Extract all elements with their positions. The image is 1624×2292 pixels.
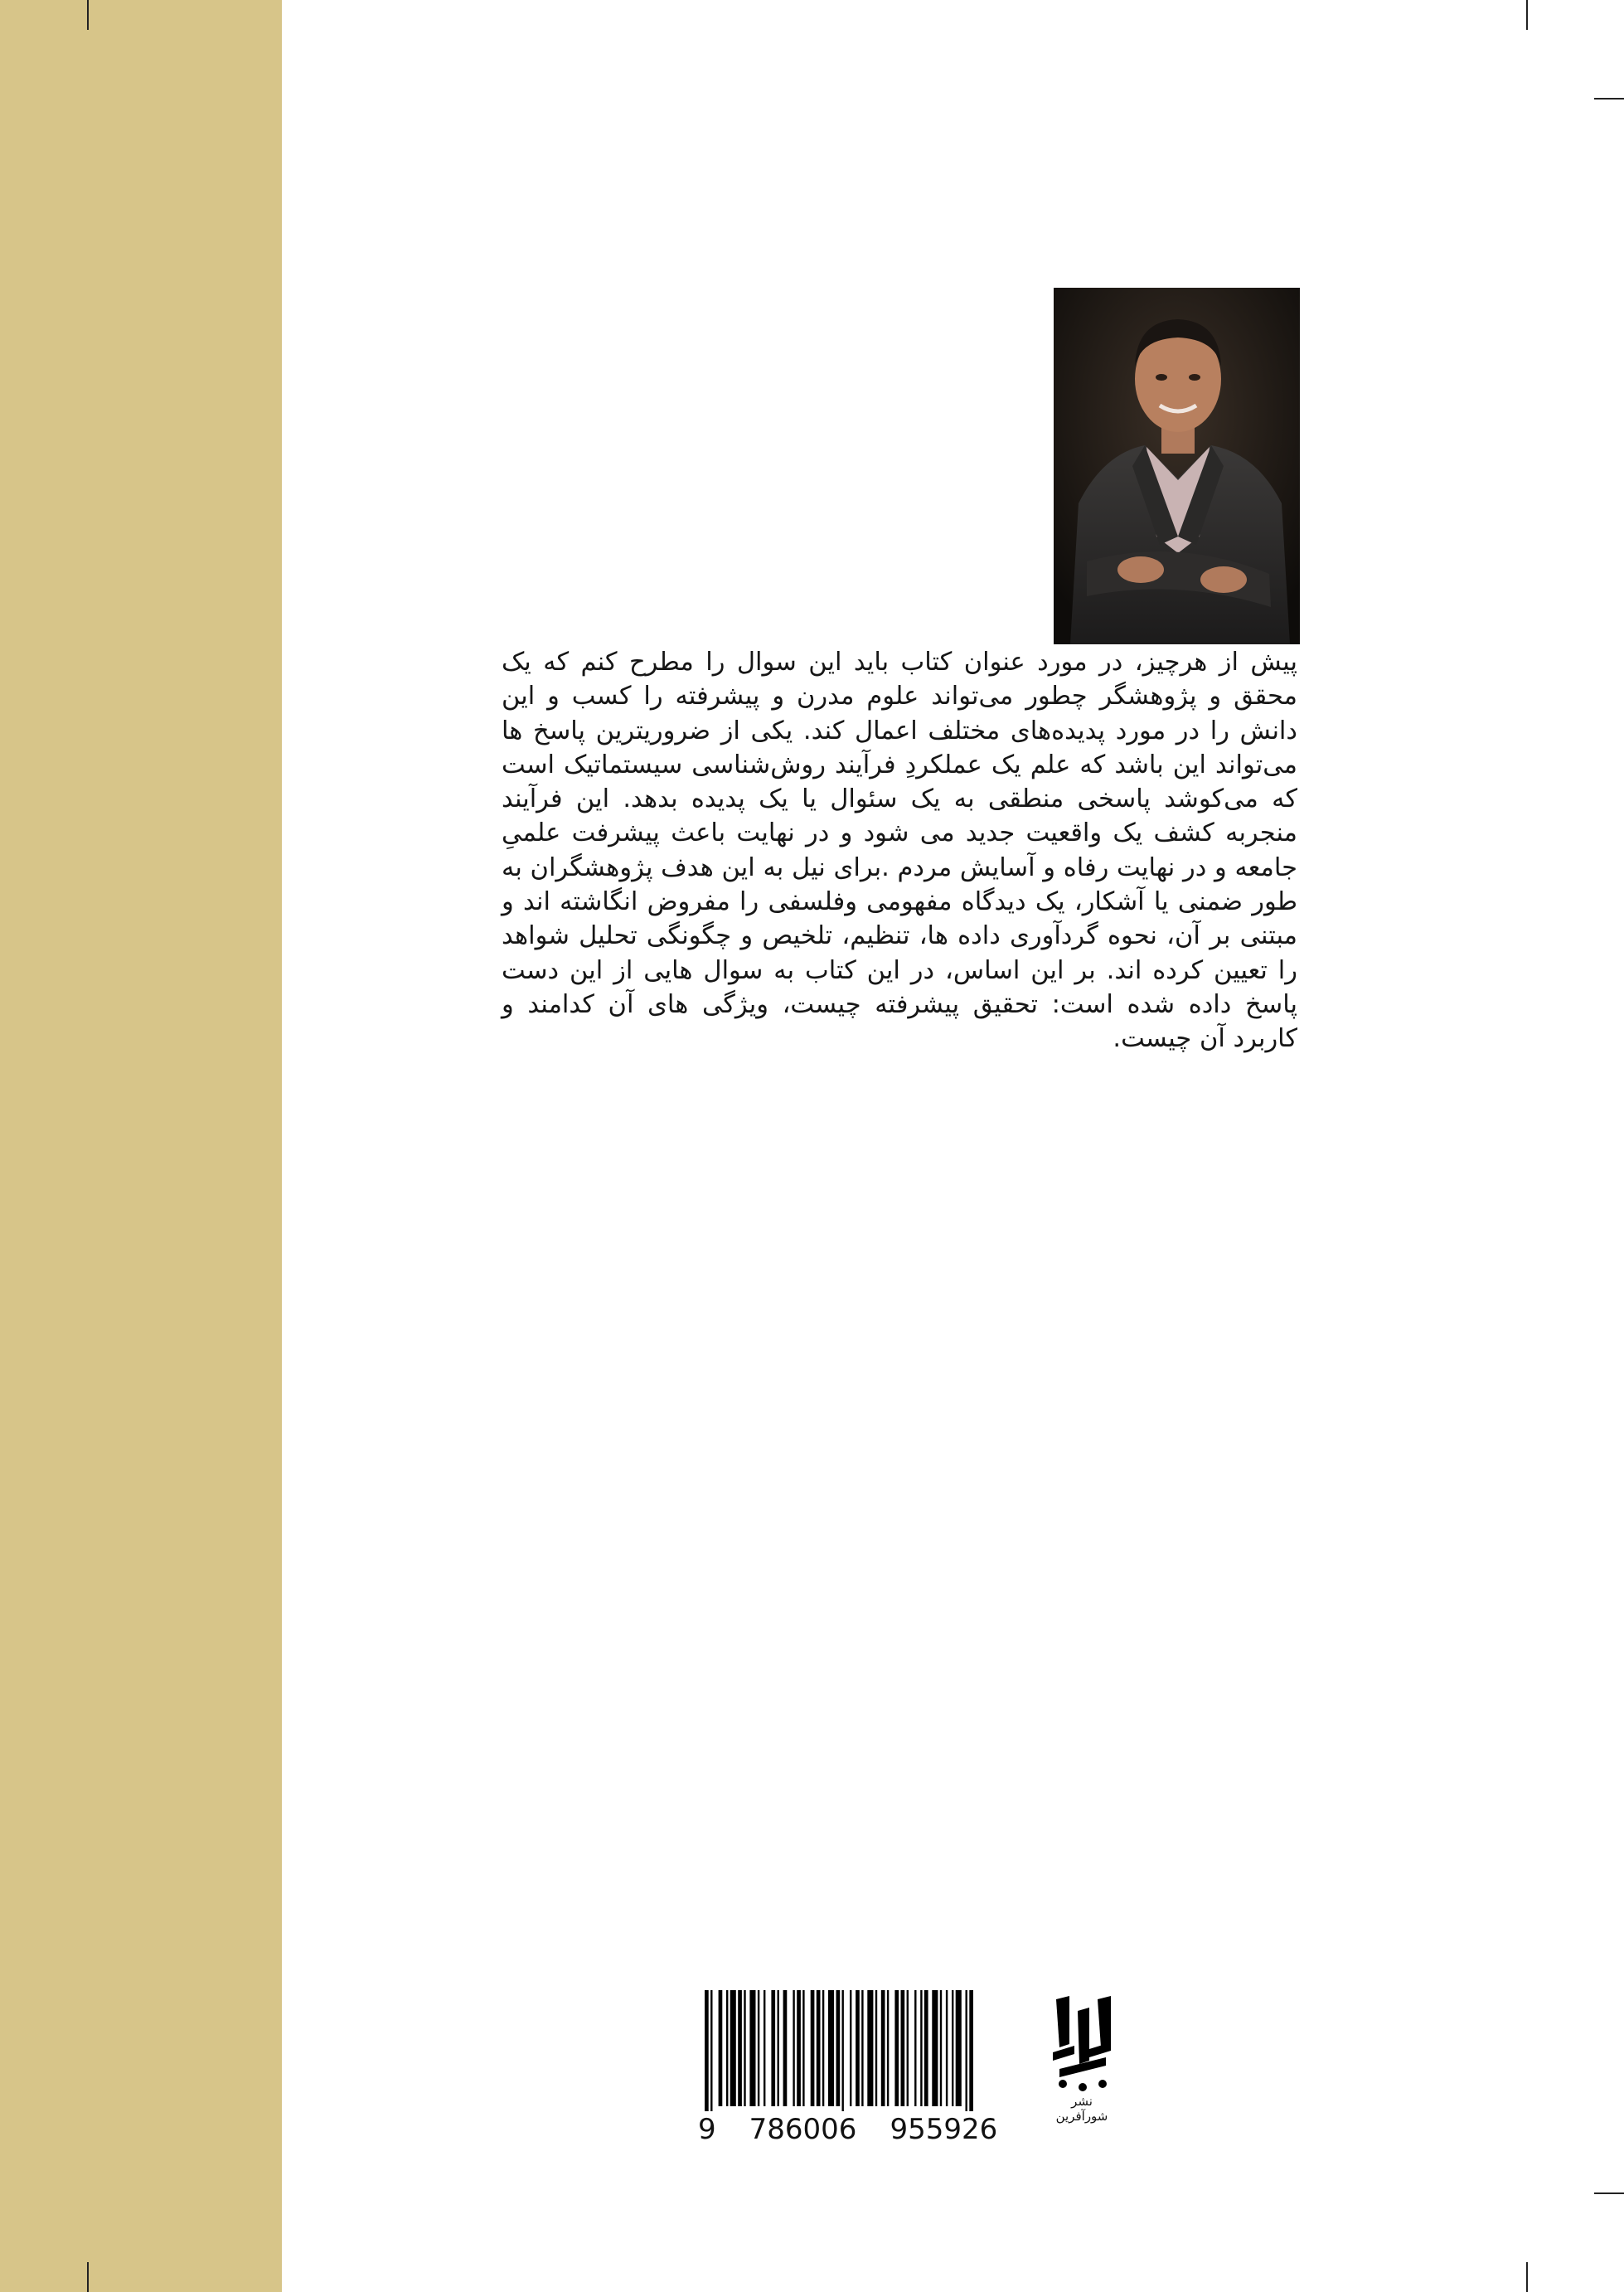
barcode-bar — [719, 1990, 723, 2106]
barcode-bar — [867, 1990, 873, 2106]
barcode-bar — [969, 1990, 973, 2111]
barcode-icon — [698, 1990, 1030, 2111]
barcode-bar — [861, 1990, 863, 2106]
author-portrait-icon — [1054, 288, 1300, 644]
barcode-bar — [822, 1990, 824, 2106]
barcode-bar — [710, 1990, 712, 2111]
barcode-bar — [966, 1990, 967, 2111]
barcode-bar — [793, 1990, 794, 2106]
barcode-bar — [850, 1990, 851, 2106]
barcode-bar — [842, 1990, 844, 2111]
barcode-bar — [758, 1990, 759, 2106]
isbn-number — [698, 2115, 1046, 2144]
barcode-bar — [956, 1990, 962, 2106]
spine-band — [0, 0, 282, 2292]
barcode-bar — [901, 1990, 905, 2106]
barcode-bar — [802, 1990, 804, 2106]
crop-mark — [1526, 2262, 1528, 2292]
back-cover-blurb: پیش از هرچیز، در مورد عنوان کتاب باید این سوال را مطرح کنم که یک محقق و پژوهشگر چطور می‌تواند علوم مدرن و پیشرفته را کسب و این دانش را در مورد پدیده‌های مختلف اعمال کند. یکی از ضروریترین پاسخ ها می‌تواند این باشد که علم یک عملکردِ فرآیند روش‌شناسی سیستماتیک است که می‌کوشد پاسخی منطقی به یک سئوال یا یک پدیده بدهد. این فرآیند منجربه کشف یک واقعیت جدید می شود و در نهایت باعث پیشرفت علمیِ جامعه و در نهایت رفاه و آسایش مردم .برای نیل به این هدف پژوهشگران به طور ضمنی یا آشکار، یک دیدگاه مفهومی وفلسفی را مفروض انگاشته اند و مبتنی بر آن، نحوه گردآوری داده ها، تنظیم، تلخیص و چگونگی تحلیل شواهد را تعیین کرده اند. بر این اساس، در این کتاب به سوال هایی از این دست پاسخ داده شده است: تحقیق پیشرفته چیست، ویژگی های آن کدامند و کاربرد آن چیست. — [502, 648, 1297, 1054]
barcode-bar — [946, 1990, 948, 2106]
isbn-group-1: 9 — [698, 2113, 716, 2146]
barcode-bar — [940, 1990, 942, 2106]
publisher-caption: نشر شورآفرین — [1055, 2094, 1108, 2124]
crop-mark — [1594, 98, 1624, 100]
publisher-logo-icon — [1045, 1994, 1119, 2092]
barcode-bar — [817, 1990, 821, 2106]
barcode-bar — [828, 1990, 834, 2106]
barcode-bar — [952, 1990, 953, 2106]
barcode-bar — [778, 1990, 779, 2106]
crop-mark — [87, 2262, 89, 2292]
isbn-group-2: 786006 — [749, 2113, 857, 2146]
isbn-group-3: 955926 — [890, 2113, 998, 2146]
publisher-logo — [1045, 1994, 1119, 2131]
barcode-bar — [894, 1990, 899, 2106]
isbn-barcode — [698, 1990, 1046, 2146]
barcode-bar — [914, 1990, 916, 2106]
barcode-bar — [856, 1990, 860, 2106]
barcode-bar — [924, 1990, 928, 2106]
barcode-bar — [875, 1990, 877, 2106]
barcode-bar — [907, 1990, 909, 2106]
crop-mark — [1594, 2192, 1624, 2194]
barcode-bar — [881, 1990, 885, 2106]
barcode-bar — [932, 1990, 938, 2106]
barcode-bar — [705, 1990, 709, 2111]
barcode-bar — [730, 1990, 736, 2106]
barcode-bar — [887, 1990, 889, 2106]
barcode-bar — [836, 1990, 841, 2106]
barcode-bar — [738, 1990, 742, 2106]
author-photo — [1054, 288, 1300, 644]
barcode-bar — [764, 1990, 765, 2106]
barcode-bar — [797, 1990, 801, 2106]
barcode-bar — [726, 1990, 728, 2106]
barcode-bar — [783, 1990, 788, 2106]
barcode-bar — [811, 1990, 815, 2106]
crop-mark — [1526, 0, 1528, 30]
barcode-bar — [771, 1990, 775, 2106]
crop-mark — [87, 0, 89, 30]
barcode-bar — [744, 1990, 745, 2106]
barcode-bar — [749, 1990, 755, 2106]
barcode-bar — [920, 1990, 922, 2106]
